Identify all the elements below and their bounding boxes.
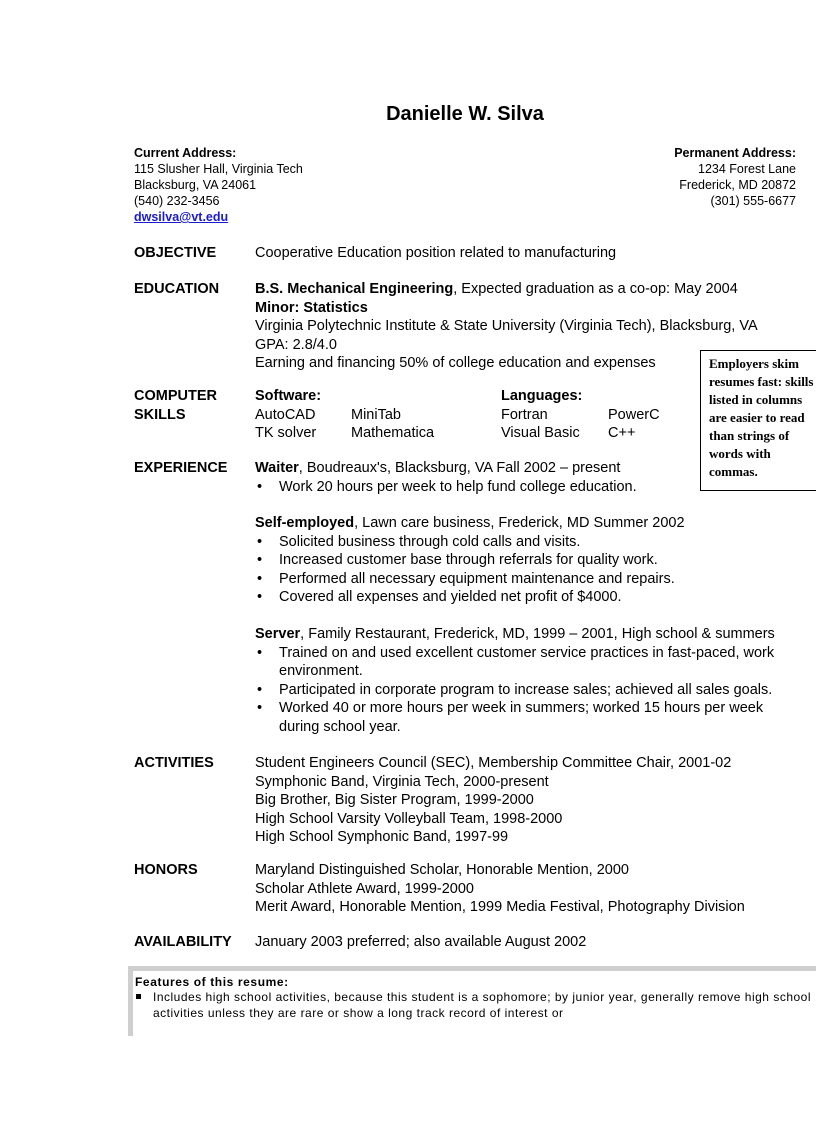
permanent-address (674, 145, 796, 209)
current-address (134, 145, 303, 225)
current-address-line: Blacksburg, VA 24061 (134, 178, 257, 192)
school: Virginia Polytechnic Institute & State University (Virginia Tech), Blacksburg, VA (255, 318, 758, 334)
skill-cell: Fortran (501, 406, 548, 423)
activities-list (255, 754, 731, 847)
honor-item: Maryland Distinguished Scholar, Honorable Mention, 2000 (255, 862, 629, 878)
skills-label-line1: COMPUTER (134, 388, 217, 404)
objective-label: OBJECTIVE (134, 245, 217, 261)
features-box (128, 966, 816, 1036)
activity-item: High School Varsity Volleyball Team, 1998-2000 (255, 810, 563, 827)
availability-text: January 2003 preferred; also available August 2002 (255, 934, 587, 950)
permanent-address-line: 1234 Forest Lane (698, 162, 796, 176)
features-heading: Features of this resume: (135, 975, 289, 989)
availability-label: AVAILABILITY (134, 934, 232, 950)
activity-item: Symphonic Band, Virginia Tech, 2000-present (255, 773, 549, 790)
email-link[interactable]: dwsilva@vt.edu (134, 210, 229, 224)
activity-item: Big Brother, Big Sister Program, 1999-2000 (255, 792, 534, 808)
activity-item: Student Engineers Council (SEC), Membership Committee Chair, 2001-02 (255, 755, 732, 771)
gpa: GPA: 2.8/4.0 (255, 336, 337, 353)
skills-label-line2: SKILLS (134, 406, 186, 423)
job-bullet: • Performed all necessary equipment maintenance and repairs. (255, 570, 790, 589)
skill-cell: MiniTab (351, 406, 401, 423)
permanent-address-line: Frederick, MD 20872 (679, 178, 796, 192)
experience-job (255, 625, 790, 736)
skill-cell: C++ (608, 425, 636, 441)
experience-label: EXPERIENCE (134, 460, 228, 476)
job-title: Server (255, 626, 301, 642)
skills-label (134, 387, 217, 424)
permanent-address-heading: Permanent Address: (674, 146, 796, 160)
objective-text: Cooperative Education position related to manufacturing (255, 245, 617, 261)
languages-heading: Languages: (501, 388, 583, 404)
experience-job (255, 514, 790, 607)
education-label: EDUCATION (134, 281, 220, 297)
job-bullet: • Increased customer base through referrals for quality work. (255, 551, 790, 570)
job-details: , Lawn care business, Frederick, MD Summer 2002 (354, 515, 685, 531)
skill-cell: Visual Basic (501, 425, 580, 441)
honor-item: Merit Award, Honorable Mention, 1999 Media Festival, Photography Division (255, 899, 745, 915)
job-bullet: • Participated in corporate program to increase sales; achieved all sales goals. (255, 681, 790, 700)
activity-item: High School Symphonic Band, 1997-99 (255, 829, 509, 845)
skill-cell: Mathematica (351, 425, 435, 441)
education-body (255, 280, 758, 373)
skill-cell: PowerC (608, 406, 660, 423)
financing: Earning and financing 50% of college education and expenses (255, 355, 656, 371)
experience-job (255, 459, 790, 496)
job-title: Waiter (255, 460, 299, 476)
honors-label: HONORS (134, 862, 198, 878)
activities-label: ACTIVITIES (134, 755, 214, 771)
minor: Minor: Statistics (255, 299, 368, 316)
callout-note: Employers skim resumes fast: skills listed in columns are easier to read than strings of words with commas. (700, 350, 816, 491)
features-item (133, 989, 816, 1021)
job-bullet: • Worked 40 or more hours per week in summers; worked 15 hours per week during school year. (255, 699, 790, 736)
current-address-heading: Current Address: (134, 146, 237, 160)
job-bullet: • Solicited business through cold calls and visits. (255, 533, 790, 552)
job-details: , Family Restaurant, Frederick, MD, 1999 – 2001, High school & summers (300, 626, 775, 642)
degree: B.S. Mechanical Engineering (255, 281, 454, 297)
current-address-phone: (540) 232-3456 (134, 194, 220, 208)
job-title: Self-employed (255, 515, 355, 531)
resume-name: Danielle W. Silva (386, 103, 544, 125)
permanent-address-phone: (301) 555-6677 (710, 194, 796, 208)
skill-cell: TK solver (255, 425, 317, 441)
current-address-line: 115 Slusher Hall, Virginia Tech (134, 162, 303, 176)
honors-list (255, 861, 745, 917)
features-item-text: Includes high school activities, because this student is a sophomore; by junior year, generally remove high school activities unless they are rare or show a long track record of interest or (153, 990, 812, 1020)
skills-table (255, 387, 668, 443)
job-bullet: • Trained on and used excellent customer service practices in fast-paced, work environment. (255, 644, 790, 681)
degree-details: , Expected graduation as a co-op: May 2004 (453, 281, 738, 297)
software-heading: Software: (255, 388, 322, 404)
job-bullet: • Covered all expenses and yielded net profit of $4000. (255, 588, 790, 607)
honor-item: Scholar Athlete Award, 1999-2000 (255, 880, 475, 897)
job-bullet: • Work 20 hours per week to help fund college education. (255, 478, 790, 497)
job-details: , Boudreaux's, Blacksburg, VA Fall 2002 – present (298, 460, 621, 476)
square-bullet-icon (136, 994, 141, 999)
skill-cell: AutoCAD (255, 406, 316, 423)
